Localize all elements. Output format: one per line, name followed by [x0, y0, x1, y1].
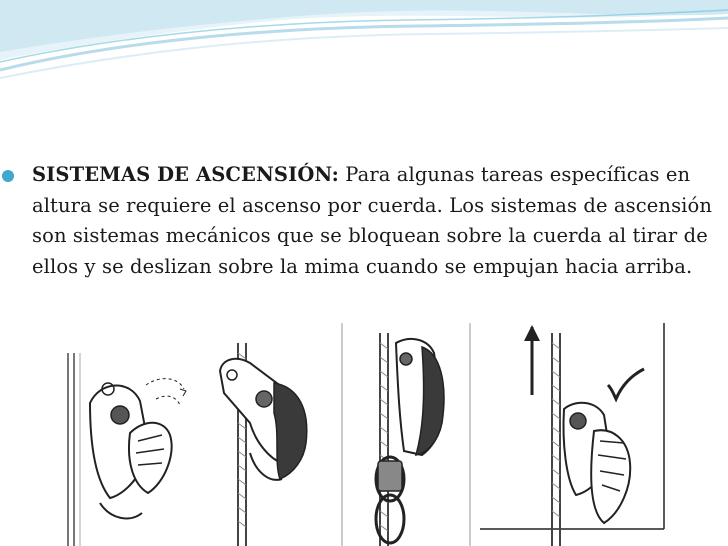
- ascender-clamped-icon: [220, 343, 307, 546]
- up-arrow-icon: [524, 325, 540, 395]
- checkmark-icon: [608, 369, 644, 399]
- ascender-open-icon: [68, 353, 186, 546]
- ascender-illustrations: [60, 323, 670, 546]
- body-text: Para algunas tareas específicas en altura se requiere el ascenso por cuerda. Los sistemas de ascensión son sistemas mecánicos que se bloquean sobre la cuerda al tirar de ellos y se deslizan sobre la mima cuando se empujan hacia arriba.: [32, 163, 713, 278]
- ascender-hand-icon: [480, 323, 664, 546]
- ascender-carabiner-icon: [342, 323, 470, 546]
- slide-content: [32, 160, 712, 282]
- bullet-paragraph: [32, 160, 712, 282]
- header-wave-decoration: [0, 0, 728, 90]
- bullet-icon: [2, 170, 14, 182]
- heading-label: SISTEMAS DE ASCENSIÓN:: [32, 163, 339, 186]
